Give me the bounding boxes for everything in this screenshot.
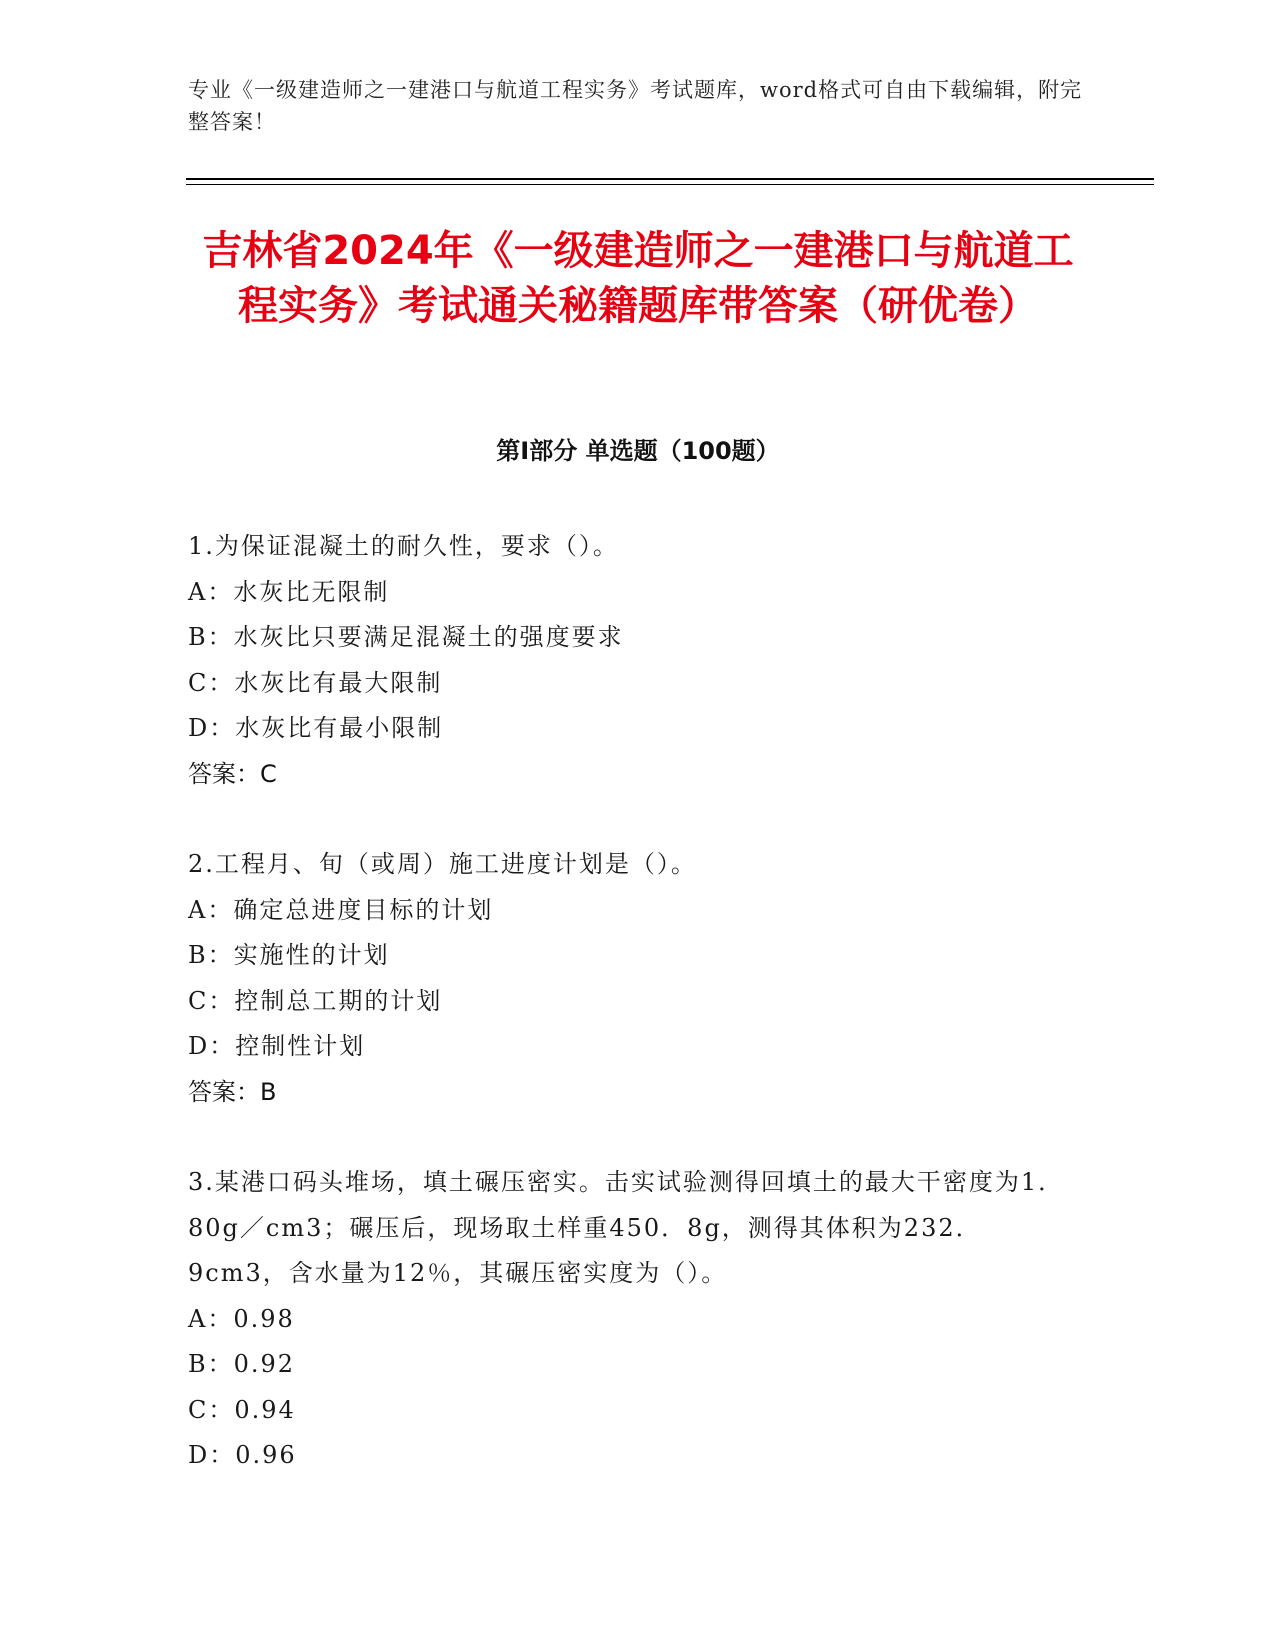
question-answer: 答案：B xyxy=(188,1077,277,1106)
page-title: 吉林省2024年《一级建造师之一建港口与航道工程实务》考试通关秘籍题库带答案（研优卷） xyxy=(202,228,1074,329)
option-c: C：水灰比有最大限制 xyxy=(188,668,443,697)
question-1 xyxy=(188,524,1068,797)
option-a: A：0.98 xyxy=(188,1304,295,1333)
question-2 xyxy=(188,842,1068,1115)
option-a: A：水灰比无限制 xyxy=(188,577,390,606)
question-list xyxy=(188,524,1068,1524)
question-stem: 2.工程月、旬（或周）施工进度计划是（）。 xyxy=(188,850,697,878)
question-answer: 答案：C xyxy=(188,759,277,788)
option-b: B：水灰比只要满足混凝土的强度要求 xyxy=(188,623,624,651)
header-rule-thick xyxy=(186,178,1154,180)
question-stem: 1.为保证混凝土的耐久性，要求（）。 xyxy=(188,532,619,560)
option-c: C：控制总工期的计划 xyxy=(188,986,443,1015)
option-c: C：0.94 xyxy=(188,1395,296,1424)
option-b: B：0.92 xyxy=(188,1350,296,1378)
question-3 xyxy=(188,1160,1068,1479)
question-stem: 3.某港口码头堆场，填土碾压密实。击实试验测得回填土的最大干密度为1．80g／cm3；碾压后，现场取土样重450．8g，测得其体积为232．9cm3，含水量为12％，其碾压密实度为（）。 xyxy=(188,1168,1065,1287)
option-a: A：确定总进度目标的计划 xyxy=(188,895,494,924)
option-d: D：控制性计划 xyxy=(188,1032,366,1060)
header-note: 专业《一级建造师之一建港口与航道工程实务》考试题库，word格式可自由下载编辑，附完整答案！ xyxy=(188,78,1083,134)
option-b: B：实施性的计划 xyxy=(188,941,390,969)
section-title: 第Ⅰ部分 单选题（100题） xyxy=(496,437,780,465)
option-d: D：0.96 xyxy=(188,1441,297,1469)
option-d: D：水灰比有最小限制 xyxy=(188,714,444,742)
header-rule-thin xyxy=(186,184,1154,185)
